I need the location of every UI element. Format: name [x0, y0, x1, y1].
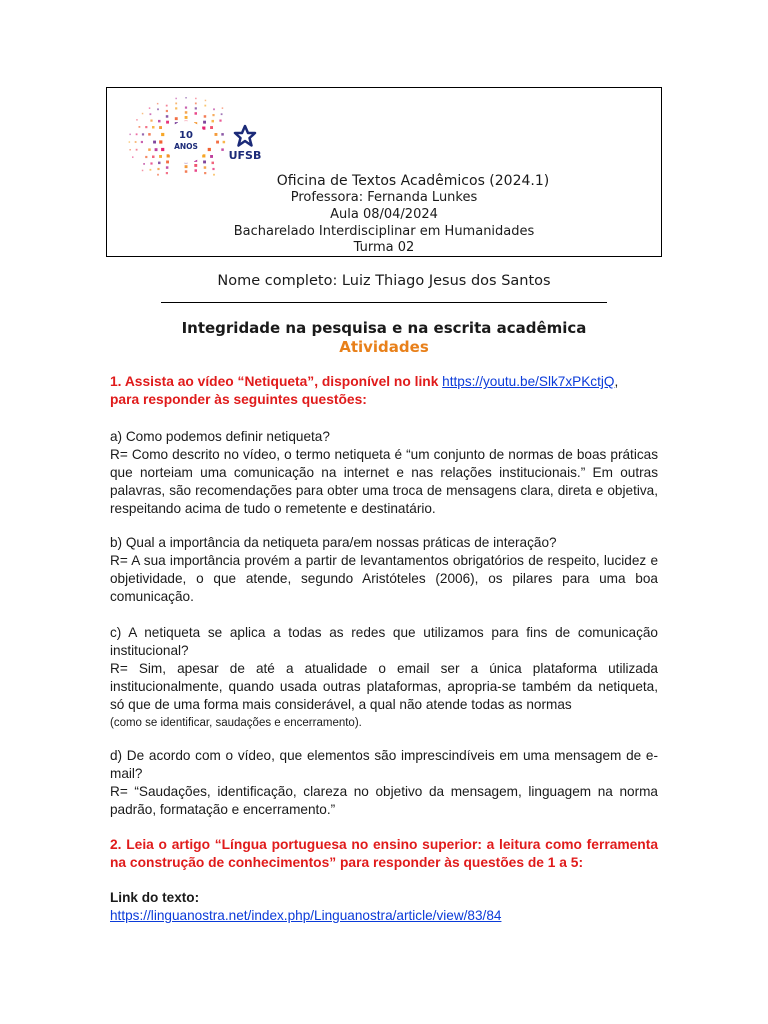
section1-intro — [110, 373, 658, 409]
logo-badge-label: ANOS — [174, 142, 198, 151]
qa-d — [110, 747, 658, 819]
qa-b — [110, 534, 658, 606]
course-title: Oficina de Textos Acadêmicos (2024.1) — [276, 173, 550, 189]
answer-c: R= Sim, apesar de até a atualidade o email ser a única plataforma utilizada institucionalmente, quando usada outras plataformas, apropria-se também da netiqueta, só que de uma forma mais considerável, a qual não atende todas as normas — [110, 661, 658, 712]
answer-d: R= “Saudações, identificação, clareza no objetivo da mensagem, linguagem na norma padrão, formatação e encerramento.” — [110, 784, 658, 817]
ufsb-star-icon — [235, 126, 255, 146]
section2-intro — [110, 836, 658, 872]
professor-line: Professora: Fernanda Lunkes — [290, 190, 478, 205]
name-underline — [161, 302, 607, 303]
section1-intro-tail: , — [614, 374, 619, 389]
section2-intro-text: 2. Leia o artigo “Língua portuguesa no ensino superior: a leitura como ferramenta na construção de conhecimentos” para responder às questões de 1 a 5: — [110, 837, 658, 870]
question-a: a) Como podemos definir netiqueta? — [110, 429, 330, 444]
qa-a — [110, 428, 658, 518]
ufsb-10-anos-logo — [120, 92, 270, 177]
program-line: Bacharelado Interdisciplinar em Humanidades — [233, 224, 535, 239]
answer-c-small: (como se identificar, saudações e encerramento). — [110, 717, 362, 729]
section1-intro-line2: para responder às seguintes questões: — [110, 392, 367, 407]
question-b: b) Qual a importância da netiqueta para/em nossas práticas de interação? — [110, 535, 557, 550]
video-link[interactable]: https://youtu.be/Slk7xPKctjQ — [442, 374, 615, 389]
logo-name: UFSB — [228, 149, 262, 162]
class-line: Turma 02 — [353, 240, 415, 255]
answer-b: R= A sua importância provém a partir de levantamentos obrigatórios de respeito, lucidez e objetividade, o que atende, segundo Aristóteles (2006), os pilares para uma boa comunicação. — [110, 553, 658, 604]
section1-intro-text: 1. Assista ao vídeo “Netiqueta”, disponível no link — [110, 374, 439, 389]
document-subtitle: Atividades — [339, 338, 429, 356]
link-label: Link do texto: — [110, 890, 200, 905]
section2-link-block — [110, 889, 658, 925]
student-name: Nome completo: Luiz Thiago Jesus dos Santos — [217, 273, 551, 289]
question-c: c) A netiqueta se aplica a todas as redes que utilizamos para fins de comunicação institucional? — [110, 625, 658, 658]
lesson-date: Aula 08/04/2024 — [330, 207, 438, 222]
logo-badge-number: 10 — [179, 130, 193, 141]
qa-c — [110, 624, 658, 732]
answer-a: R= Como descrito no vídeo, o termo netiqueta é “um conjunto de normas de boas práticas que norteiam uma comunicação na internet e nas relações institucionais.” Em outras palavras, são recomendações para obter uma troca de mensagens clara, direta e objetiva, respeitando acima de tudo o remetente e destinatário. — [110, 447, 658, 516]
document-title: Integridade na pesquisa e na escrita acadêmica — [181, 319, 587, 337]
article-link[interactable]: https://linguanostra.net/index.php/Linguanostra/article/view/83/84 — [110, 908, 502, 923]
question-d: d) De acordo com o vídeo, que elementos são imprescindíveis em uma mensagem de e-mail? — [110, 748, 658, 781]
